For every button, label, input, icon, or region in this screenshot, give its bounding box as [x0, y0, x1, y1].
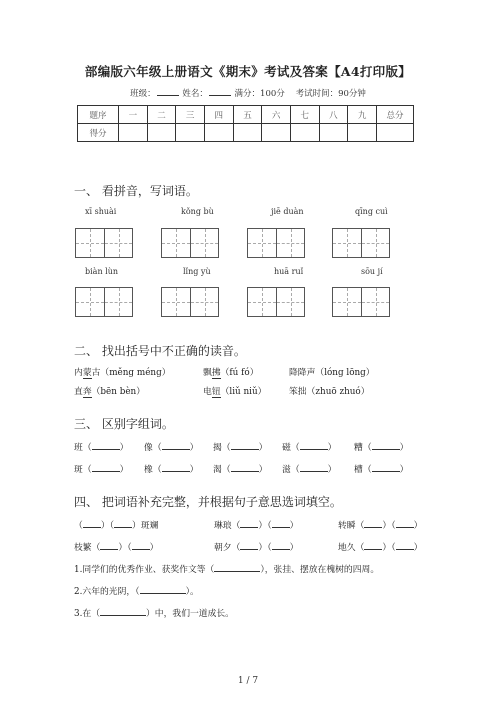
- char-word-item: 班（ ）: [74, 443, 129, 453]
- pronunciation-item: 笨拙（zhuō zhuó）: [289, 387, 370, 397]
- grid-cell[interactable]: [76, 288, 104, 316]
- char-word-item: 磁（ ）: [282, 443, 337, 453]
- answer-blank[interactable]: [231, 463, 259, 472]
- char: 糟: [354, 443, 363, 453]
- grid-cell[interactable]: [361, 288, 389, 316]
- class-label: 班级：: [130, 89, 156, 99]
- section4-heading: 四、 把词语补充完整，并根据句子意思选词填空。: [74, 495, 342, 509]
- idiom-item: 枝繁（ ）（ ）: [74, 543, 159, 553]
- question-text: ），张挂、摆放在槐树的四周。: [260, 565, 380, 575]
- section1-heading: 一、 看拼音，写词语。: [74, 184, 198, 198]
- class-blank: [157, 86, 179, 96]
- score-header-cell: 七: [290, 106, 319, 124]
- writing-grid[interactable]: [332, 228, 390, 258]
- answer-blank[interactable]: [162, 463, 190, 472]
- char: 渴: [213, 465, 222, 475]
- score-header-cell: 六: [262, 106, 291, 124]
- score-cell[interactable]: [119, 124, 148, 142]
- score-cell[interactable]: [176, 124, 205, 142]
- score-header-cell: 总分: [377, 106, 414, 124]
- char-word-item: 斑（ ）: [74, 465, 129, 475]
- answer-blank[interactable]: [240, 541, 258, 550]
- char-word-item: 滋（ ）: [282, 465, 337, 475]
- score-cell[interactable]: [348, 124, 377, 142]
- section3-heading: 三、 区别字组词。: [74, 417, 174, 431]
- pinyin-label: lǐng yù: [183, 267, 211, 276]
- answer-blank[interactable]: [132, 541, 150, 550]
- writing-grid[interactable]: [332, 287, 390, 317]
- idiom-item: 地久（ ）（ ）: [338, 543, 423, 553]
- question-text: 3.在（: [74, 609, 100, 619]
- pinyin-label: sōu jí: [361, 267, 383, 276]
- idiom-part: 地久: [338, 543, 356, 553]
- score-cell[interactable]: [147, 124, 176, 142]
- grid-cell[interactable]: [162, 229, 190, 257]
- answer-blank[interactable]: [364, 519, 382, 528]
- answer-blank[interactable]: [114, 519, 132, 528]
- answer-blank[interactable]: [372, 441, 400, 450]
- idiom-part: 朝夕: [214, 543, 232, 553]
- grid-cell[interactable]: [190, 229, 218, 257]
- writing-grid[interactable]: [247, 287, 305, 317]
- item-text: 古（měng méng）: [91, 368, 171, 378]
- grid-cell[interactable]: [361, 229, 389, 257]
- question-text: ）中，我们一道成长。: [146, 609, 234, 619]
- score-cell[interactable]: [377, 124, 414, 142]
- exam-time: 考试时间：90分钟: [295, 89, 366, 99]
- item-text: 飘: [203, 368, 212, 378]
- name-label: 姓名：: [182, 89, 208, 99]
- score-cell[interactable]: [319, 124, 348, 142]
- grid-cell[interactable]: [333, 229, 361, 257]
- score-value-row: [78, 124, 414, 142]
- underlined-char: 拂: [211, 368, 221, 378]
- answer-blank[interactable]: [272, 541, 290, 550]
- char-word-item: 像（ ）: [144, 443, 199, 453]
- idiom-item: 朝夕（ ）（ ）: [214, 543, 299, 553]
- item-text: 直: [74, 387, 83, 397]
- writing-grid[interactable]: [75, 228, 133, 258]
- pinyin-label: xī shuài: [85, 207, 117, 216]
- pronunciation-item: [74, 365, 171, 378]
- score-header-cell: 题序: [78, 106, 119, 124]
- answer-blank[interactable]: [396, 541, 414, 550]
- section2-heading: 二、 找出括号中不正确的读音。: [74, 344, 246, 358]
- question-text: 1.同学们的优秀作业、获奖作文等（: [74, 565, 215, 575]
- answer-blank[interactable]: [372, 463, 400, 472]
- writing-grid[interactable]: [161, 287, 219, 317]
- fill-question: [74, 584, 199, 597]
- answer-blank[interactable]: [100, 541, 118, 550]
- answer-blank[interactable]: [214, 563, 260, 572]
- question-text: ）。: [185, 587, 199, 597]
- char: 滋: [282, 465, 291, 475]
- answer-blank[interactable]: [364, 541, 382, 550]
- score-cell[interactable]: [233, 124, 262, 142]
- item-text: 内: [74, 368, 83, 378]
- item-text: （liǔ niǔ）: [220, 387, 267, 397]
- score-row-label: 得分: [78, 124, 119, 142]
- score-table: [77, 105, 414, 142]
- score-header-cell: 一: [119, 106, 148, 124]
- answer-blank[interactable]: [140, 585, 186, 594]
- char: 橡: [144, 465, 153, 475]
- pinyin-label: biàn lùn: [85, 267, 119, 276]
- answer-blank[interactable]: [272, 519, 290, 528]
- idiom-item: 琳琅（ ）（ ）: [214, 521, 299, 531]
- pronunciation-item: 降降声（lóng lōng）: [289, 368, 375, 378]
- score-header-cell: 四: [204, 106, 233, 124]
- answer-blank[interactable]: [300, 441, 328, 450]
- pronunciation-item: [203, 365, 259, 378]
- idiom-item: （ ）（ ）斑斓: [74, 521, 159, 531]
- answer-blank[interactable]: [396, 519, 414, 528]
- grid-cell[interactable]: [333, 288, 361, 316]
- item-text: （fú fó）: [220, 368, 259, 378]
- grid-cell[interactable]: [162, 288, 190, 316]
- pinyin-label: jiē duàn: [271, 207, 304, 216]
- score-header-cell: 五: [233, 106, 262, 124]
- answer-blank[interactable]: [92, 441, 120, 450]
- grid-cell[interactable]: [248, 288, 276, 316]
- char-word-item: 糟（ ）: [354, 443, 409, 453]
- idiom-part: 转瞬: [338, 521, 356, 531]
- answer-blank[interactable]: [300, 463, 328, 472]
- pinyin-label: huā ruǐ: [274, 267, 304, 276]
- score-cell[interactable]: [204, 124, 233, 142]
- item-text: 电: [203, 387, 212, 397]
- question-text: 2.六年的光阴，（: [74, 587, 140, 597]
- answer-blank[interactable]: [92, 463, 120, 472]
- fill-question: [74, 562, 379, 575]
- pronunciation-item: [74, 384, 145, 397]
- idiom-part: 斑斓: [140, 521, 159, 531]
- char: 斑: [74, 465, 83, 475]
- writing-grid[interactable]: [75, 287, 133, 317]
- writing-grid[interactable]: [161, 228, 219, 258]
- writing-grid[interactable]: [247, 228, 305, 258]
- score-header-cell: 二: [147, 106, 176, 124]
- score-header-cell: 八: [319, 106, 348, 124]
- grid-cell[interactable]: [104, 229, 132, 257]
- full-score: 满分：100分: [234, 89, 285, 99]
- char: 槽: [354, 465, 363, 475]
- answer-blank[interactable]: [83, 519, 101, 528]
- char-word-item: 渴（ ）: [213, 465, 268, 475]
- grid-cell[interactable]: [76, 229, 104, 257]
- char-word-item: 揭（ ）: [213, 443, 268, 453]
- page-title: 部编版六年级上册语文《期末》考试及答案【A4打印版】: [84, 64, 412, 79]
- page-number: 1 / 7: [237, 676, 259, 686]
- answer-blank[interactable]: [240, 519, 258, 528]
- grid-cell[interactable]: [104, 288, 132, 316]
- answer-blank[interactable]: [100, 607, 146, 616]
- grid-cell[interactable]: [276, 288, 304, 316]
- score-cell[interactable]: [290, 124, 319, 142]
- pronunciation-item: [203, 384, 266, 397]
- char-word-item: 橡（ ）: [144, 465, 199, 475]
- idiom-part: 琳琅: [214, 521, 232, 531]
- underlined-char: 钮: [211, 387, 221, 397]
- item-text: （bēn bèn）: [91, 387, 146, 397]
- name-blank: [209, 86, 231, 96]
- grid-cell[interactable]: [276, 229, 304, 257]
- answer-blank[interactable]: [162, 441, 190, 450]
- score-header-cell: 九: [348, 106, 377, 124]
- pinyin-label: qīng cuì: [355, 207, 388, 216]
- score-header-row: [78, 106, 414, 124]
- char: 磁: [282, 443, 291, 453]
- grid-cell[interactable]: [248, 229, 276, 257]
- idiom-part: 枝繁: [74, 543, 92, 553]
- char: 班: [74, 443, 83, 453]
- char: 揭: [213, 443, 222, 453]
- idiom-item: 转瞬（ ）（ ）: [338, 521, 423, 531]
- score-cell[interactable]: [262, 124, 291, 142]
- grid-cell[interactable]: [190, 288, 218, 316]
- answer-blank[interactable]: [231, 441, 259, 450]
- char-word-item: 槽（ ）: [354, 465, 409, 475]
- score-header-cell: 三: [176, 106, 205, 124]
- underlined-char: 奔: [82, 387, 92, 397]
- underlined-char: 蒙: [82, 368, 92, 378]
- exam-info: [0, 86, 496, 99]
- char: 像: [144, 443, 153, 453]
- pinyin-label: kǒng bù: [181, 207, 214, 216]
- fill-question: [74, 606, 234, 619]
